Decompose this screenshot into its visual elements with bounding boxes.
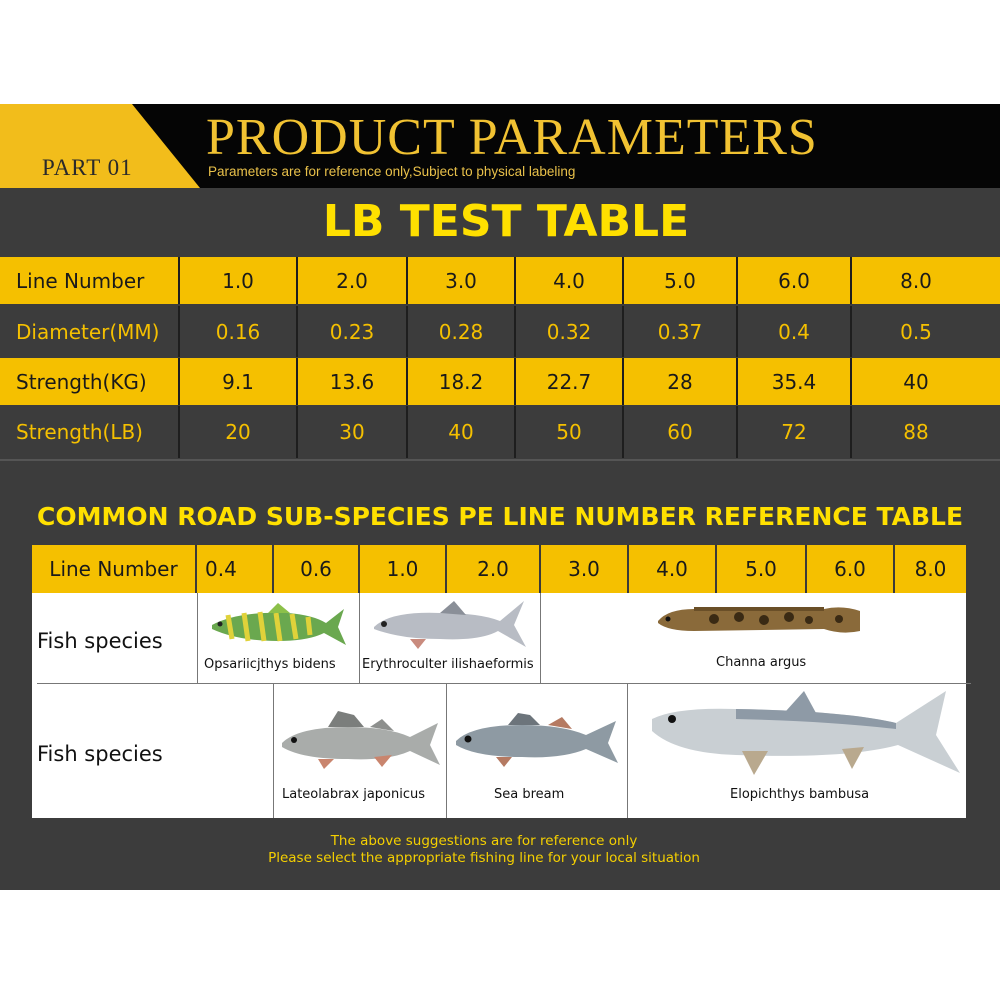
fish-image-sea-bream xyxy=(452,709,622,771)
divider xyxy=(0,459,1000,461)
part-label: PART 01 xyxy=(42,155,133,180)
line-number-cell: 5.0 xyxy=(717,545,807,593)
page-subtitle: Parameters are for reference only,Subject to physical labeling xyxy=(208,164,576,179)
table-cell: 0.16 xyxy=(180,306,298,357)
row-label: Line Number xyxy=(0,257,180,304)
table-cell: 40 xyxy=(408,406,516,458)
table-cell: 35.4 xyxy=(738,358,852,405)
table-cell: 0.5 xyxy=(900,319,932,344)
grid-line xyxy=(627,683,628,818)
table-cell: 1.0 xyxy=(180,257,298,304)
reference-table-title: COMMON ROAD SUB-SPECIES PE LINE NUMBER REFERENCE TABLE xyxy=(36,502,964,531)
lb-table-title: LB TEST TABLE xyxy=(322,196,690,247)
fish-name: Erythroculter ilishaeformis xyxy=(362,657,534,672)
fish-name: Opsariicjthys bidens xyxy=(204,657,336,672)
table-cell: 22.7 xyxy=(516,358,624,405)
line-number-cell: 0.4 xyxy=(197,545,274,593)
row-label: Strength(KG) xyxy=(0,358,180,405)
table-cell: 30 xyxy=(298,406,408,458)
table-cell: 3.0 xyxy=(408,257,516,304)
table-cell: 40 xyxy=(903,369,929,394)
page-title: PRODUCT PARAMETERS xyxy=(206,109,818,166)
table-cell: 0.32 xyxy=(516,306,624,357)
fish-image-elopichthys xyxy=(646,689,964,785)
table-cell: 5.0 xyxy=(624,257,738,304)
table-cell: 13.6 xyxy=(298,358,408,405)
fish-species-label: Fish species xyxy=(37,742,163,766)
table-cell: 6.0 xyxy=(738,257,852,304)
line-number-cell: 2.0 xyxy=(447,545,541,593)
reference-body xyxy=(32,593,966,818)
line-number-cell: 0.6 xyxy=(274,545,360,593)
row-label: Strength(LB) xyxy=(0,406,180,458)
table-cell: 60 xyxy=(624,406,738,458)
lb-row-line-number xyxy=(0,257,1000,304)
table-cell: 50 xyxy=(516,406,624,458)
table-cell: 0.4 xyxy=(738,306,852,357)
grid-line xyxy=(359,593,360,683)
fish-species-label: Fish species xyxy=(37,629,163,653)
line-number-cell: 6.0 xyxy=(807,545,895,593)
table-cell: 0.37 xyxy=(624,306,738,357)
fish-image-opsariichthys xyxy=(208,601,348,651)
table-cell: 88 xyxy=(903,420,929,444)
table-cell: 9.1 xyxy=(180,358,298,405)
table-cell: 72 xyxy=(738,406,852,458)
row-label: Diameter(MM) xyxy=(0,306,180,357)
fish-name: Channa argus xyxy=(716,655,807,670)
table-cell: 2.0 xyxy=(298,257,408,304)
table-cell: 20 xyxy=(180,406,298,458)
line-number-cell: 1.0 xyxy=(360,545,447,593)
line-number-cell: 8.0 xyxy=(914,557,947,581)
lb-row-strength-lb xyxy=(0,406,1000,458)
fish-name: Elopichthys bambusa xyxy=(730,787,870,802)
table-cell: 0.23 xyxy=(298,306,408,357)
table-cell: 0.28 xyxy=(408,306,516,357)
lb-row-strength-kg xyxy=(0,358,1000,405)
grid-line xyxy=(540,593,541,683)
grid-line xyxy=(273,683,274,818)
lb-row-diameter xyxy=(0,306,1000,357)
fish-name: Lateolabrax japonicus xyxy=(282,787,426,802)
note-line-2: Please select the appropriate fishing line for your local situation xyxy=(268,850,700,866)
reference-header-row xyxy=(32,545,966,593)
fish-image-lateolabrax xyxy=(278,709,444,773)
line-number-cell: 3.0 xyxy=(541,545,629,593)
fish-name: Sea bream xyxy=(494,787,565,802)
table-cell: 18.2 xyxy=(408,358,516,405)
note-line-1: The above suggestions are for reference only xyxy=(330,833,638,849)
grid-line xyxy=(197,593,198,683)
grid-line xyxy=(446,683,447,818)
table-cell: 8.0 xyxy=(900,268,932,293)
table-cell: 4.0 xyxy=(516,257,624,304)
line-number-cell: 4.0 xyxy=(629,545,717,593)
grid-line xyxy=(37,683,971,684)
fish-image-channa-argus xyxy=(654,599,864,639)
table-cell: 28 xyxy=(624,358,738,405)
header-label: Line Number xyxy=(32,545,197,593)
fish-image-erythroculter xyxy=(370,597,530,651)
